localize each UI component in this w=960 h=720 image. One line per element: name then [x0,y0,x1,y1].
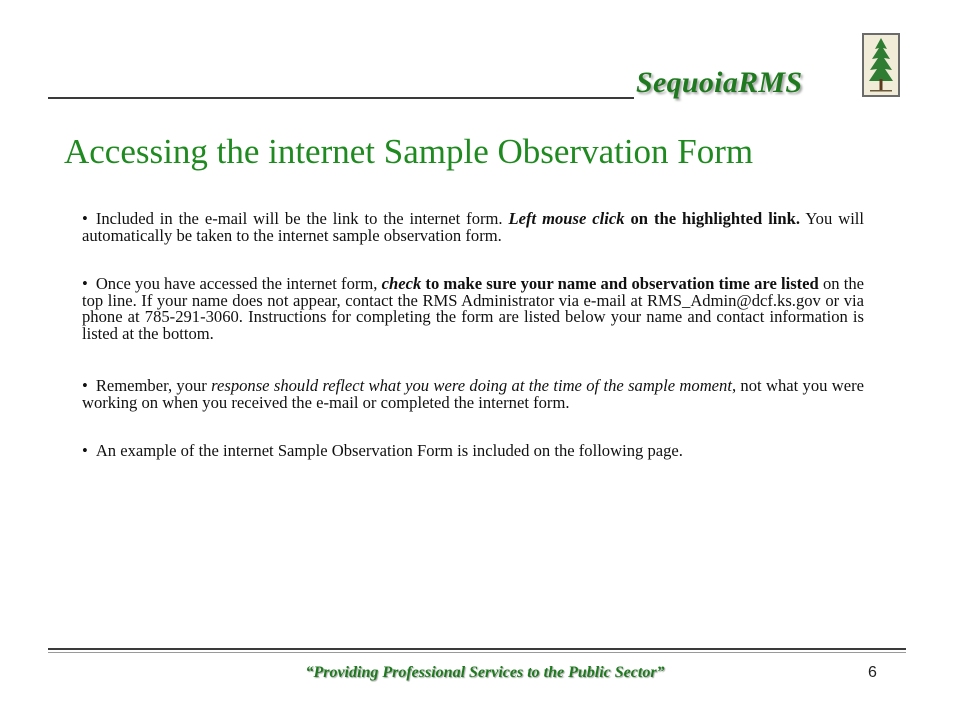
footer-tagline: “Providing Professional Services to the Public Sector” [305,664,665,681]
sequoia-tree-icon [862,33,900,97]
bullet-text-strong: to make sure your name and observation time are listed [421,274,819,293]
content-body [82,211,864,492]
bullet-text-emphasis: check [381,274,422,293]
bullet-item [82,211,864,244]
brand-name: SequoiaRMS [636,66,803,99]
bullet-text: Once you have accessed the internet form, [95,274,382,293]
bullet-marker: • [82,376,88,395]
page-title: Accessing the internet Sample Observation Form [64,132,754,171]
bullet-item [82,276,864,342]
bullet-marker: • [82,209,88,228]
bullet-text-italic: response should reflect what you were doing at the time of the sample moment [211,376,732,395]
bullet-item [82,378,864,411]
bullet-text: Remember, your [95,376,212,395]
bullet-text: You will automatically be taken to the internet sample observation form. [82,209,865,245]
bullet-text-strong: on the highlighted link. [624,209,801,228]
header-rule [48,97,634,99]
footer-rule-secondary [48,652,906,653]
bullet-marker: • [82,441,88,460]
bullet-item [82,443,864,460]
bullet-text: Included in the e-mail will be the link to the internet form. [95,209,509,228]
page-number: 6 [868,664,877,681]
bullet-marker: • [82,274,88,293]
bullet-text: An example of the internet Sample Observation Form is included on the following page. [95,441,683,460]
footer-rule [48,648,906,650]
bullet-text: , not what you were working on when you received the e-mail or completed the internet form. [82,376,864,412]
bullet-text: on the top line. If your name does not appear, contact the RMS Administrator via e-mail at RMS_Admin@dcf.ks.gov or via phone at 785-291-3060. Instructions for completing the form are listed below your name and contact information is listed at the bottom. [82,274,864,343]
bullet-text-emphasis: Left mouse click [508,209,625,228]
